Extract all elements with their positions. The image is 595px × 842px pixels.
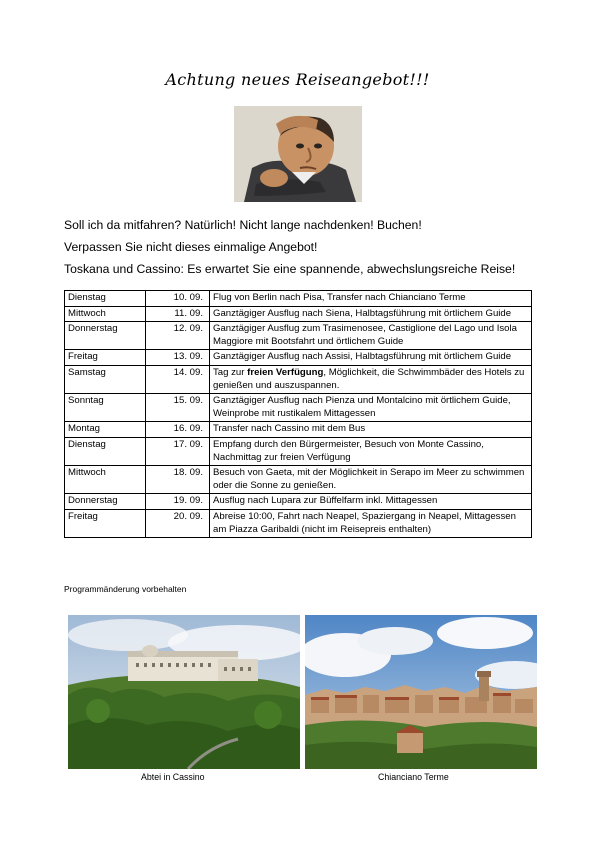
date-cell: 15. 09. <box>146 394 210 422</box>
description-text-start: Tag zur <box>213 366 248 378</box>
date-cell: 10. 09. <box>146 291 210 307</box>
table-row <box>65 291 532 307</box>
itinerary-table <box>64 290 532 538</box>
description-cell: Besuch von Gaeta, mit der Möglichkeit in Serapo im Meer zu schwimmen oder die Sonne zu genießen. <box>210 466 532 494</box>
day-cell: Dienstag <box>65 437 146 465</box>
description-cell: Abreise 10:00, Fahrt nach Neapel, Spaziergang in Neapel, Mittagessen am Piazza Garibaldi (nicht im Reisepreis enthalten) <box>210 509 532 537</box>
description-cell: Transfer nach Cassino mit dem Bus <box>210 422 532 438</box>
date-cell: 14. 09. <box>146 365 210 393</box>
table-row <box>65 509 532 537</box>
date-cell: 13. 09. <box>146 350 210 366</box>
document-title: Achtung neues Reiseangebot!!! <box>165 70 430 89</box>
caption-abbey: Abtei in Cassino <box>141 772 205 782</box>
day-cell: Donnerstag <box>65 322 146 350</box>
description-cell: Ganztägiger Ausflug nach Assisi, Halbtagsführung mit örtlichem Guide <box>210 350 532 366</box>
free-time-emphasis: freien Verfügung <box>247 366 324 378</box>
table-row <box>65 365 532 393</box>
date-cell: 11. 09. <box>146 306 210 322</box>
date-cell: 20. 09. <box>146 509 210 537</box>
description-cell: Empfang durch den Bürgermeister, Besuch von Monte Cassino, Nachmittag zur freien Verfügung <box>210 437 532 465</box>
table-row <box>65 322 532 350</box>
thinking-man-image <box>234 106 362 202</box>
day-cell: Sonntag <box>65 394 146 422</box>
table-row <box>65 394 532 422</box>
chianciano-terme-photo <box>305 615 537 769</box>
caption-chianciano: Chianciano Terme <box>378 772 449 782</box>
day-cell: Montag <box>65 422 146 438</box>
day-cell: Mittwoch <box>65 306 146 322</box>
description-cell: Flug von Berlin nach Pisa, Transfer nach Chianciano Terme <box>210 291 532 307</box>
intro-line-2: Verpassen Sie nicht dieses einmalige Angebot! <box>64 240 318 254</box>
description-cell: Ganztägiger Ausflug nach Pienza und Montalcino mit örtlichem Guide, Weinprobe mit rustikalem Mittagessen <box>210 394 532 422</box>
description-cell <box>210 365 532 393</box>
description-cell: Ausflug nach Lupara zur Büffelfarm inkl. Mittagessen <box>210 494 532 510</box>
date-cell: 19. 09. <box>146 494 210 510</box>
day-cell: Donnerstag <box>65 494 146 510</box>
table-row <box>65 494 532 510</box>
program-change-note: Programmänderung vorbehalten <box>64 584 187 594</box>
intro-line-1: Soll ich da mitfahren? Natürlich! Nicht lange nachdenken! Buchen! <box>64 218 422 232</box>
table-row <box>65 350 532 366</box>
table-row <box>65 437 532 465</box>
description-text-end: , Möglichkeit, die Schwimmbäder des Hotels zu genießen und auszuspannen. <box>213 366 525 391</box>
date-cell: 12. 09. <box>146 322 210 350</box>
description-cell: Ganztägiger Ausflug nach Siena, Halbtagsführung mit örtlichem Guide <box>210 306 532 322</box>
day-cell: Freitag <box>65 509 146 537</box>
intro-line-3: Toskana und Cassino: Es erwartet Sie eine spannende, abwechslungsreiche Reise! <box>64 262 516 276</box>
day-cell: Mittwoch <box>65 466 146 494</box>
date-cell: 18. 09. <box>146 466 210 494</box>
date-cell: 16. 09. <box>146 422 210 438</box>
day-cell: Dienstag <box>65 291 146 307</box>
description-cell: Ganztägiger Ausflug zum Trasimenosee, Castiglione del Lago und Isola Maggiore mit Bootsfahrt und örtlichem Guide <box>210 322 532 350</box>
day-cell: Samstag <box>65 365 146 393</box>
date-cell: 17. 09. <box>146 437 210 465</box>
abbey-cassino-photo <box>68 615 300 769</box>
day-cell: Freitag <box>65 350 146 366</box>
table-row <box>65 466 532 494</box>
table-row <box>65 306 532 322</box>
table-row <box>65 422 532 438</box>
